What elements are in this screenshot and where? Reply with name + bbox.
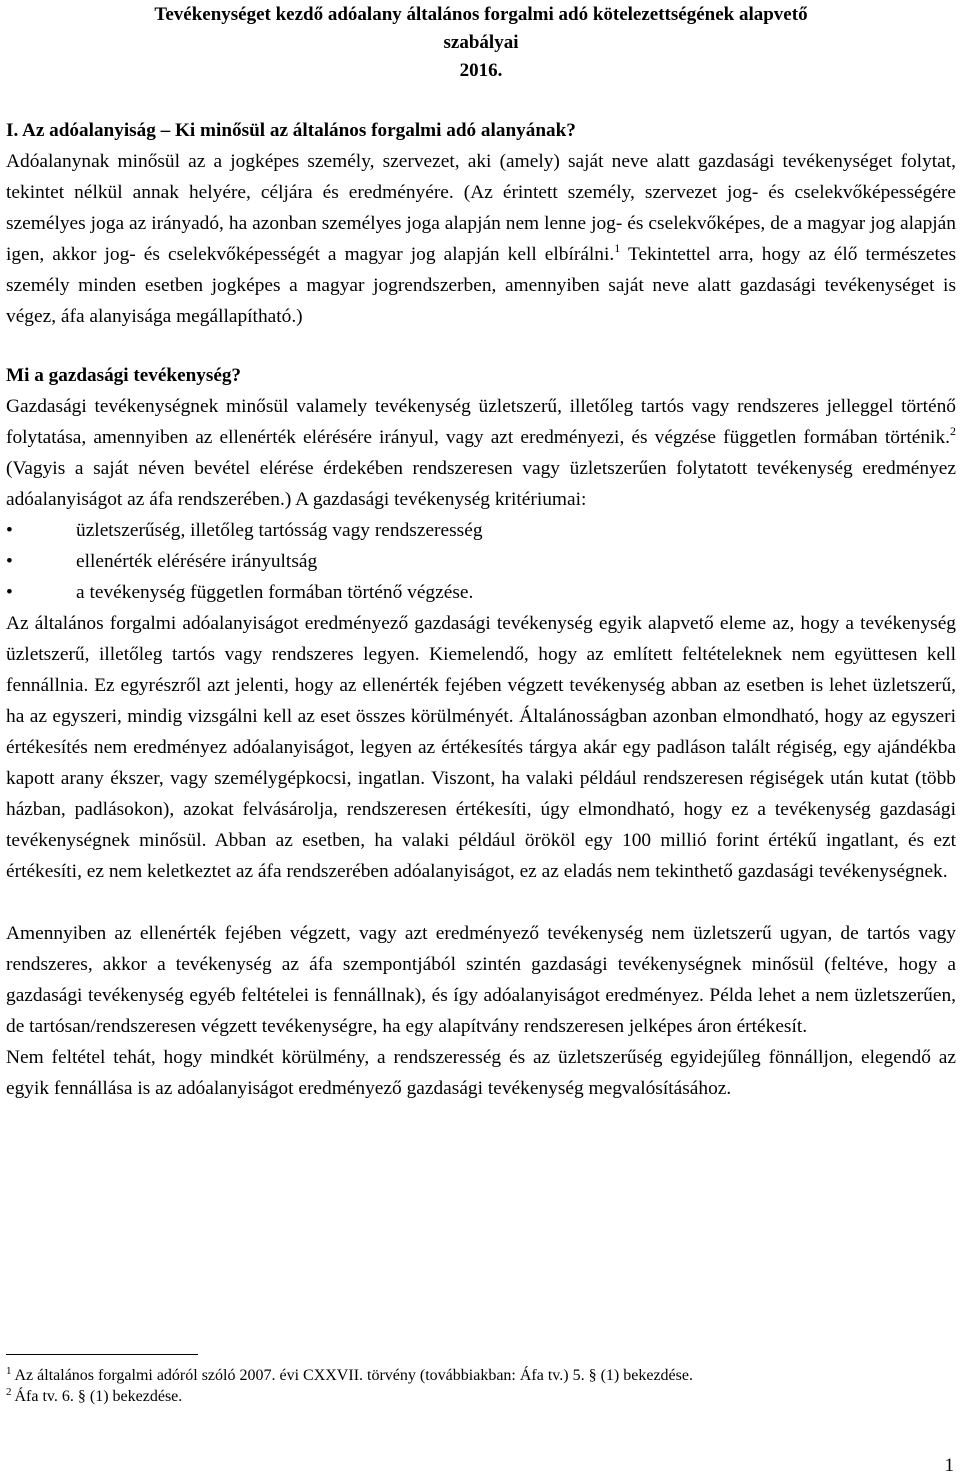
- bullet-icon: •: [6, 551, 13, 572]
- paragraph-text: Gazdasági tevékenységnek minősül valamely tevékenység üzletszerű, illetőleg tartós vagy rendszeres jelleggel történő folytatása, amennyiben az ellenérték elérésére irányul, vagy azt eredményezi, és végzése független formában történik.: [6, 396, 956, 448]
- section-heading-gazdasagi-tevekenyseg: Mi a gazdasági tevékenység?: [6, 365, 242, 386]
- title-line-1: Tevékenységet kezdő adóalany általános forgalmi adó kötelezettségének alapvető: [154, 4, 808, 25]
- paragraph-spacer: [6, 887, 956, 918]
- title-line-3: 2016.: [459, 60, 503, 81]
- paragraph-nem-feltetel: Nem feltétel tehát, hogy mindkét körülmény, a rendszeresség és az üzletszerűség egyidejűleg fönnálljon, elegendő az egyik fennállása is az adóalanyiságot eredményező gazdasági tevékenység megvalósításához.: [6, 1047, 956, 1099]
- title-line-2: szabályai: [443, 32, 519, 53]
- list-item-text: üzletszerűség, illetőleg tartósság vagy rendszeresség: [76, 520, 483, 541]
- bullet-icon: •: [6, 520, 13, 541]
- paragraph-gazdasagi-definition: [6, 391, 956, 515]
- footnote-ref-2: 2: [950, 424, 956, 438]
- footnote-text: Áfa tv. 6. § (1) bekezdése.: [14, 1388, 183, 1405]
- list-item: [6, 577, 956, 608]
- footnote-1: [6, 1365, 956, 1386]
- paragraph-text: Tekintettel arra, hogy az élő természetes személy minden esetben jogképes a magyar jogrendszerben, amennyiben saját neve alatt gazdasági tevékenységet is végez, áfa alanyisága megállapítható.): [6, 244, 956, 327]
- paragraph-text: (Vagyis a saját néven bevétel elérése érdekében rendszeresen vagy üzletszerűen folytatott tevékenység eredményez adóalanyiságot az áfa rendszerében.) A gazdasági tevékenység kritériumai:: [6, 458, 956, 510]
- page-number: 1: [944, 1455, 954, 1476]
- paragraph-uzletszeruseg: Az általános forgalmi adóalanyiságot eredményező gazdasági tevékenység egyik alapvető eleme az, hogy a tevékenység üzletszerű, illetőleg tartós vagy rendszeres legyen. Kiemelendő, hogy az említett feltételeknek nem együttesen kell fennállnia. Ez egyrészről azt jelenti, hogy az ellenérték fejében végzett tevékenység abban az esetben is lehet üzletszerű, ha az egyszeri, mindig vizsgálni kell az eset összes körülményét. Általánosságban azonban elmondható, hogy az egyszeri értékesítés nem eredményez adóalanyiságot, legyen az értékesítés tárgya akár egy padláson talált régiség, egy ajándékba kapott arany ékszer, vagy személygépkocsi, ingatlan. Viszont, ha valaki például rendszeresen régiségek után kutat (több házban, padlásokon), azokat felvásárolja, rendszeresen értékesíti, úgy elmondható, hogy ez a tevékenység gazdasági tevékenységnek minősül. Abban az esetben, ha valaki például örököl egy 100 millió forint értékű ingatlant, és ezt értékesíti, ez nem keletkeztet az áfa rendszerében adóalanyiságot, ez az eladás nem tekinthető gazdasági tevékenységnek.: [6, 613, 956, 882]
- footnote-number: 1: [6, 1365, 12, 1377]
- footnote-divider: [6, 1354, 198, 1355]
- section-heading-adoalanyisag: I. Az adóalanyiság – Ki minősül az általános forgalmi adó alanyának?: [6, 120, 576, 141]
- bullet-icon: •: [6, 582, 13, 603]
- footnotes: [6, 1354, 956, 1407]
- document-page: [6, 0, 956, 1104]
- footnote-2: [6, 1386, 956, 1407]
- paragraph-tartos-rendszeres: Amennyiben az ellenérték fejében végzett, vagy azt eredményező tevékenység nem üzletszerű ugyan, de tartós vagy rendszeres, akkor a tevékenység az áfa szempontjából szintén gazdasági tevékenységnek minősül (feltéve, hogy a gazdasági tevékenység egyéb feltételei is fennállnak), és így adóalanyiságot eredményez. Példa lehet a nem üzletszerűen, de tartósan/rendszeresen végzett tevékenységre, ha egy alapítvány rendszeresen jelképes áron értékesít.: [6, 923, 956, 1037]
- list-item: [6, 546, 956, 577]
- footnote-text: Az általános forgalmi adóról szóló 2007. évi CXXVII. törvény (továbbiakban: Áfa tv.) 5. § (1) bekezdése.: [14, 1367, 693, 1384]
- list-item-text: ellenérték elérésére irányultság: [76, 551, 318, 572]
- criteria-list: [6, 515, 956, 608]
- footnote-ref-1: 1: [614, 241, 621, 255]
- paragraph-adoalany-definition: [6, 146, 956, 332]
- paragraph-text: Adóalanynak minősül az a jogképes személy, szervezet, aki (amely) saját neve alatt gazdasági tevékenységet folytat, tekintet nélkül annak helyére, céljára és eredményére. (Az érintett személy, szervezet jog- és cselekvőképességére személyes joga az irányadó, ha azonban személyes joga alapján nem lenne jog- és cselekvőképes, de a magyar jog alapján igen, akkor jog- és cselekvőképességét a magyar jog alapján kell elbírálni.: [6, 151, 956, 265]
- footnote-number: 2: [6, 1386, 12, 1398]
- list-item-text: a tevékenység független formában történő végzése.: [76, 582, 474, 603]
- document-title: [6, 1, 956, 85]
- list-item: [6, 515, 956, 546]
